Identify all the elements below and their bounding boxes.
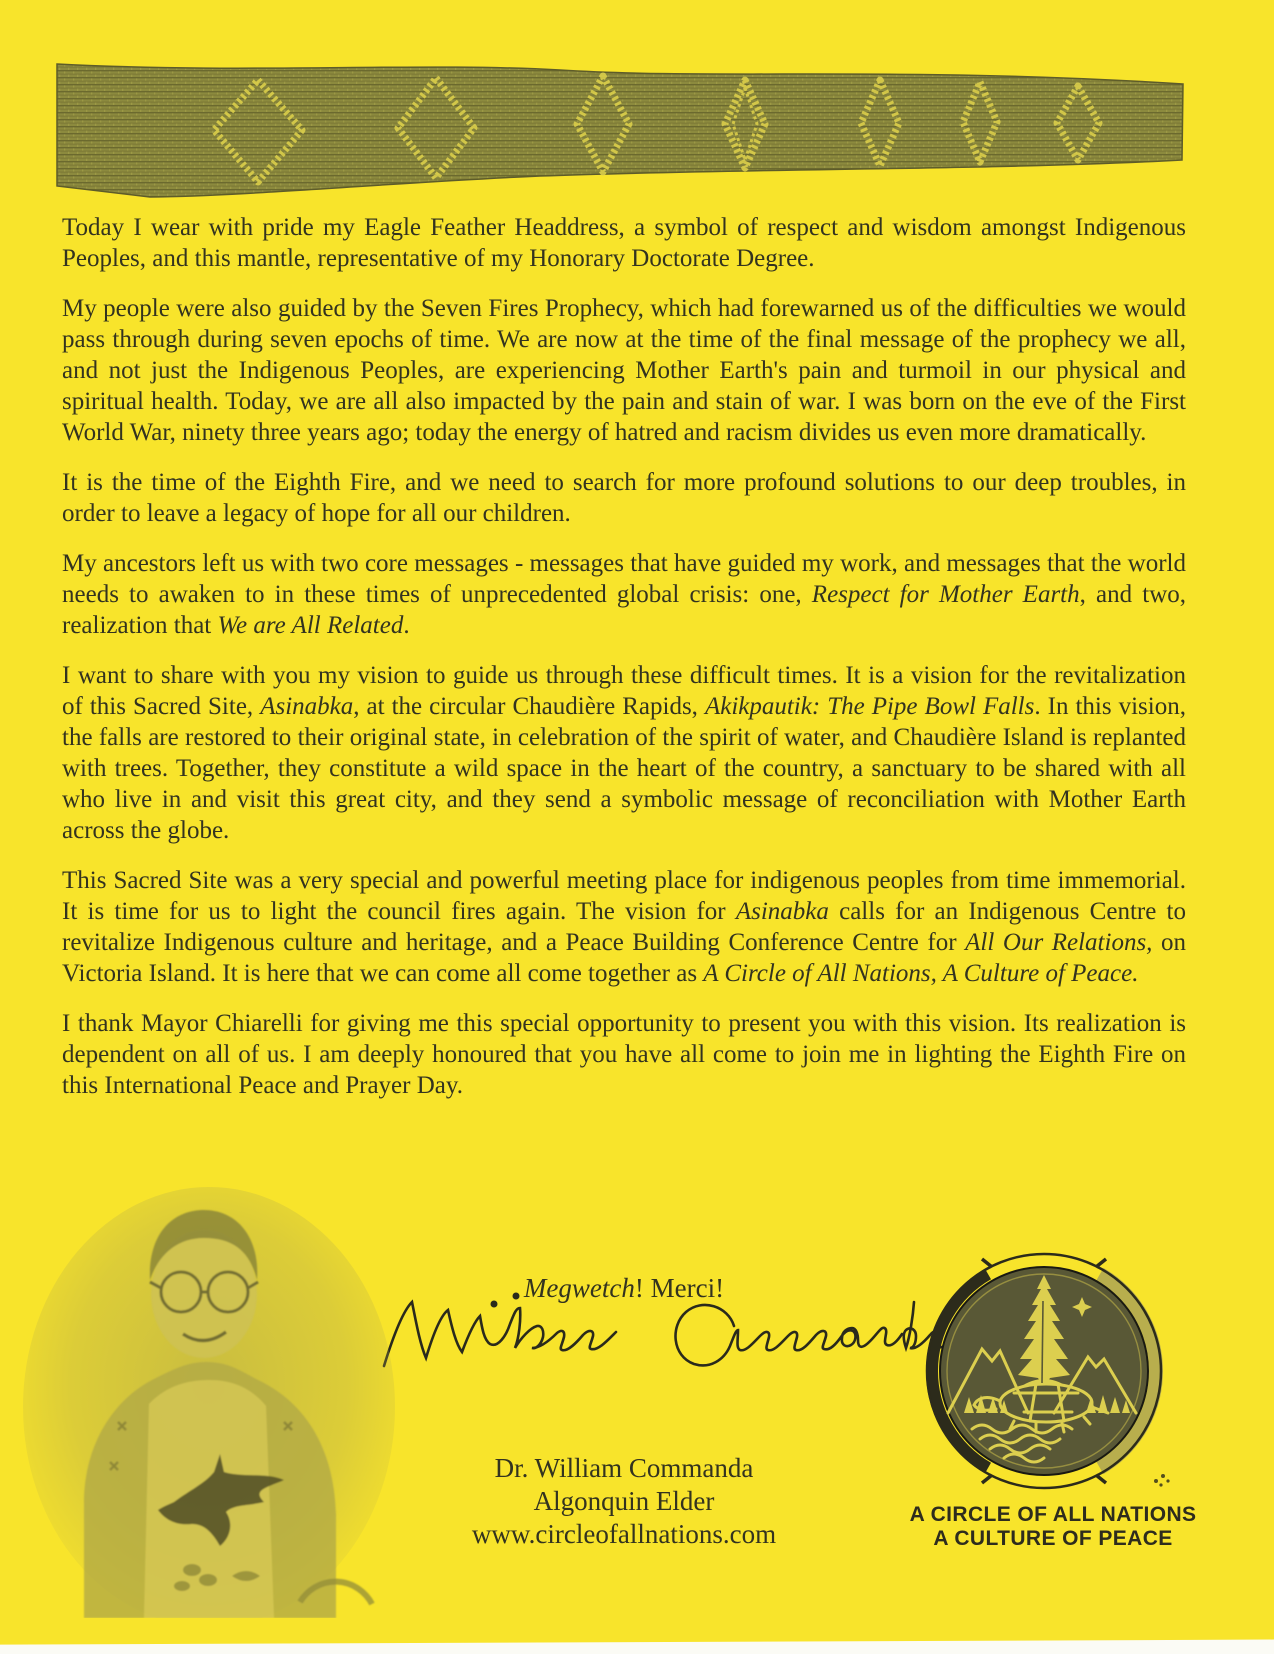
author-name: Dr. William Commanda	[494, 1453, 754, 1483]
logo-caption-line1: A CIRCLE OF ALL NATIONS	[909, 1503, 1197, 1526]
text-run: ! Merci!	[634, 1273, 725, 1303]
text-run: on Victoria Island. It is here that we can come all come together as	[62, 929, 1186, 987]
italic-text-run: All Our Relations,	[965, 929, 1153, 956]
text-run: , and two, realization that	[62, 581, 1186, 639]
paragraph	[62, 660, 1186, 846]
logo-caption-line2: A CULTURE OF PEACE	[933, 1527, 1173, 1550]
text-run: My ancestors left us with two core messages - messages that have guided my work, and messages that the world needs to awaken to in these times of unprecedented global crisis: one,	[62, 550, 1186, 608]
wampum-belt-image	[0, 0, 1274, 215]
text-run: .	[403, 612, 410, 639]
scan-edge	[0, 1637, 1274, 1654]
paragraph	[62, 548, 1186, 641]
paragraph	[62, 1008, 1186, 1101]
text-run: I want to share with you my vision to guide us through these difficult times. It is a vision for the revitalization of this Sacred Site,	[62, 662, 1186, 720]
text-run: My people were also guided by the Seven Fires Prophecy, which had forewarned us of the difficulties we would pass through during seven epochs of time. We are now at the time of the final message of the prophecy we all, and not just the Indigenous Peoples, are experiencing Mother Earth's pain and turmoil in our physical and spiritual health. Today, we are all also impacted by the pain and stain of war. I was born on the eve of the First World War, ninety three years ago; today the energy of hatred and racism divides us even more dramatically.	[62, 295, 1186, 446]
paragraph	[62, 467, 1186, 529]
text-run: Today I wear with pride my Eagle Feather Headdress, a symbol of respect and wisdom amongst Indigenous Peoples, and this mantle, representative of my Honorary Doctorate Degree.	[62, 214, 1186, 272]
paragraph	[62, 212, 1186, 274]
text-run: , at the circular Chaudière Rapids,	[353, 693, 705, 720]
italic-text-run: Akikpautik: The Pipe Bowl Falls	[704, 693, 1035, 720]
italic-text-run: Asinabka	[735, 898, 829, 925]
paragraph	[62, 293, 1186, 448]
text-run: I thank Mayor Chiarelli for giving me this special opportunity to present you with this vision. Its realization is dependent on all of us. I am deeply honoured that you have all come to join me in lighting the Eighth Fire on this International Peace and Prayer Day.	[62, 1010, 1186, 1099]
italic-text-run: A Circle of All Nations, A Culture of Peace.	[703, 960, 1139, 987]
letter-paragraphs	[62, 212, 1186, 1101]
elder-portrait-photo	[22, 1172, 396, 1618]
logo-caption	[880, 1503, 1226, 1551]
paragraph	[62, 865, 1186, 989]
text-run: calls for an Indigenous Centre to revitalize Indigenous culture and heritage, and a Peace Building Conference Centre for	[62, 898, 1186, 956]
text-run: It is the time of the Eighth Fire, and we need to search for more profound solutions to our deep troubles, in order to leave a legacy of hope for all our children.	[62, 469, 1186, 527]
logo-seal-image	[914, 1241, 1174, 1501]
author-title: Algonquin Elder	[533, 1486, 715, 1516]
italic-text-run: Respect for Mother Earth	[811, 581, 1080, 608]
text-run: . In this vision, the falls are restored to their original state, in celebration of the spirit of water, and Chaudière Island is replanted with trees. Together, they constitute a wild space in the heart of the country, a sanctuary to be shared with all who live in and visit this great city, and they send a symbolic message of reconciliation with Mother Earth across the globe.	[62, 693, 1186, 844]
italic-text-run: Asinabka	[260, 693, 354, 720]
italic-text-run: Megwetch	[523, 1273, 635, 1303]
italic-text-run: We are All Related	[217, 612, 404, 639]
author-website: www.circleofallnations.com	[471, 1519, 777, 1549]
text-run: This Sacred Site was a very special and powerful meeting place for indigenous peoples from time immemorial. It is time for us to light the council fires again. The vision for	[62, 867, 1186, 925]
